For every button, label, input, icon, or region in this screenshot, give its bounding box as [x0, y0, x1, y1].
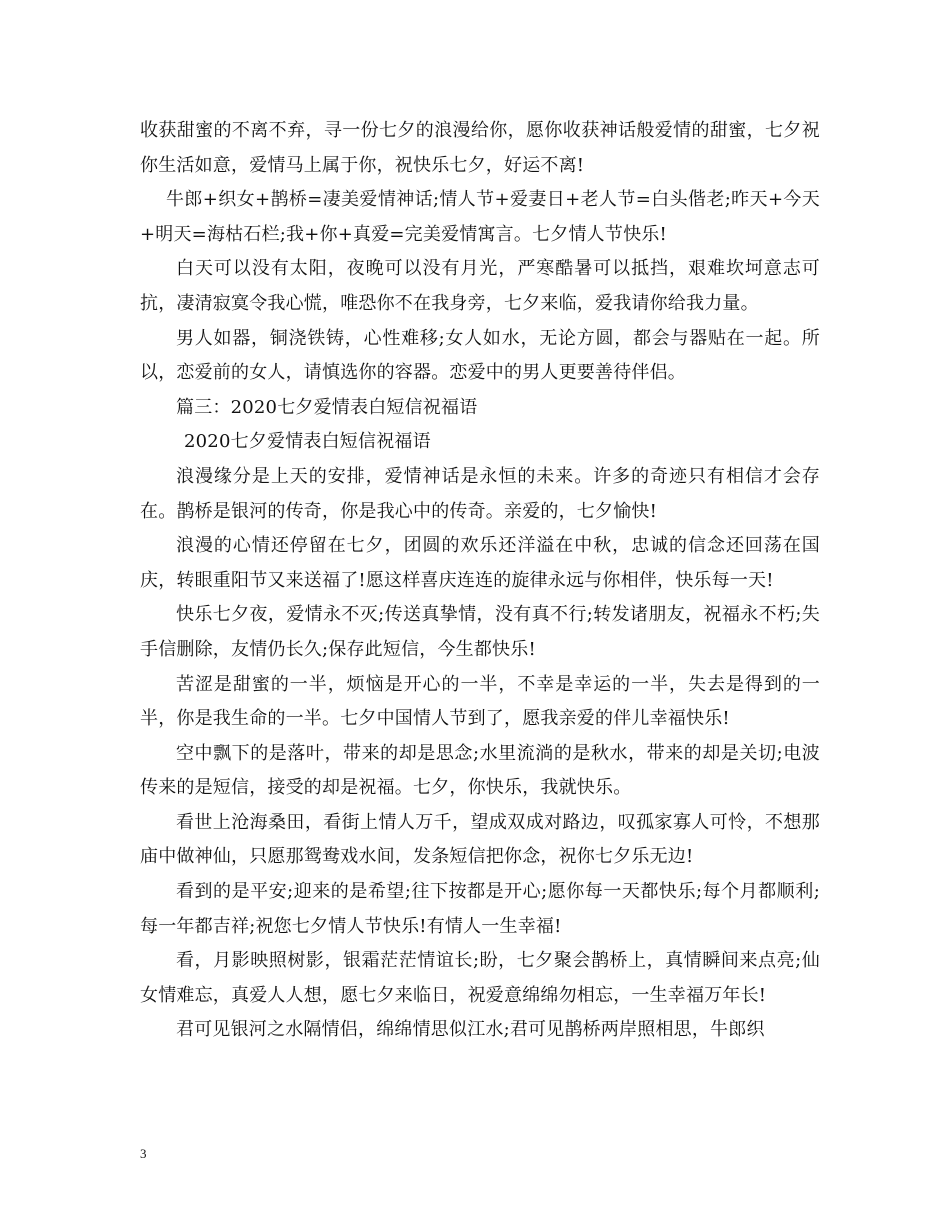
paragraph-3: 白天可以没有太阳，夜晚可以没有月光，严寒酷暑可以抵挡，艰难坎坷意志可抗，凄清寂寞令我心慌，唯恐你不在我身旁，七夕来临，爱我请你给我力量。: [140, 258, 820, 314]
paragraph-5: 浪漫缘分是上天的安排，爱情神话是永恒的未来。许多的奇迹只有相信才会存在。鹊桥是银河的传奇，你是我心中的传奇。亲爱的，七夕愉快!: [140, 465, 820, 522]
paragraph-10: 看世上沧海桑田，看街上情人万千，望成双成对路边，叹孤家寡人可怜，不想那庙中做神仙，只愿那鸳鸯戏水间，发条短信把你念，祝你七夕乐无边!: [140, 811, 820, 868]
paragraph-7: 快乐七夕夜，爱情永不灭;传送真挚情，没有真不行;转发诸朋友，祝福永不朽;失手信删除，友情仍长久;保存此短信，今生都快乐!: [140, 604, 820, 660]
paragraph-4: 男人如器，铜浇铁铸，心性难移;女人如水，无论方圆，都会与器贴在一起。所以，恋爱前的女人，请慎选你的容器。恋爱中的男人更要善待伴侣。: [140, 327, 820, 384]
paragraph-13: 君可见银河之水隔情侣，绵绵情思似江水;君可见鹊桥两岸照相思，牛郎织: [176, 1019, 765, 1041]
paragraph-11: 看到的是平安;迎来的是希望;往下按都是开心;愿你每一天都快乐;每个月都顺利;每一年都吉祥;祝您七夕情人节快乐!有情人一生幸福!: [140, 881, 820, 937]
document-body: [140, 114, 820, 1048]
paragraph-12: 看，月影映照树影，银霜茫茫情谊长;盼，七夕聚会鹊桥上，真情瞬间来点亮;仙女情难忘，真爱人人想，愿七夕来临日，祝爱意绵绵勿相忘，一生幸福万年长!: [140, 950, 820, 1006]
page-number: 3: [140, 1146, 147, 1161]
paragraph-6: 浪漫的心情还停留在七夕，团圆的欢乐还洋溢在中秋，忠诚的信念还回荡在国庆，转眼重阳节又来送福了!愿这样喜庆连连的旋律永远与你相伴，快乐每一天!: [140, 535, 820, 591]
section-subtitle: 2020七夕爱情表白短信祝福语: [184, 431, 431, 453]
paragraph-2: 牛郎+织女+鹊桥=凄美爱情神话;情人节+爱妻日+老人节=白头偕老;昨天+今天+明天=海枯石栏;我+你+真爱=完美爱情寓言。七夕情人节快乐!: [140, 189, 820, 245]
paragraph-1: 收获甜蜜的不离不弃，寻一份七夕的浪漫给你，愿你收获神话般爱情的甜蜜，七夕祝你生活如意，爱情马上属于你，祝快乐七夕，好运不离!: [140, 120, 820, 176]
paragraph-8: 苦涩是甜蜜的一半，烦恼是开心的一半，不幸是幸运的一半，失去是得到的一半，你是我生命的一半。七夕中国情人节到了，愿我亲爱的伴儿幸福快乐!: [140, 673, 820, 730]
section-heading: 篇三：2020七夕爱情表白短信祝福语: [176, 396, 478, 418]
paragraph-9: 空中飘下的是落叶，带来的却是思念;水里流淌的是秋水，带来的却是关切;电波传来的是短信，接受的却是祝福。七夕，你快乐，我就快乐。: [140, 742, 820, 799]
